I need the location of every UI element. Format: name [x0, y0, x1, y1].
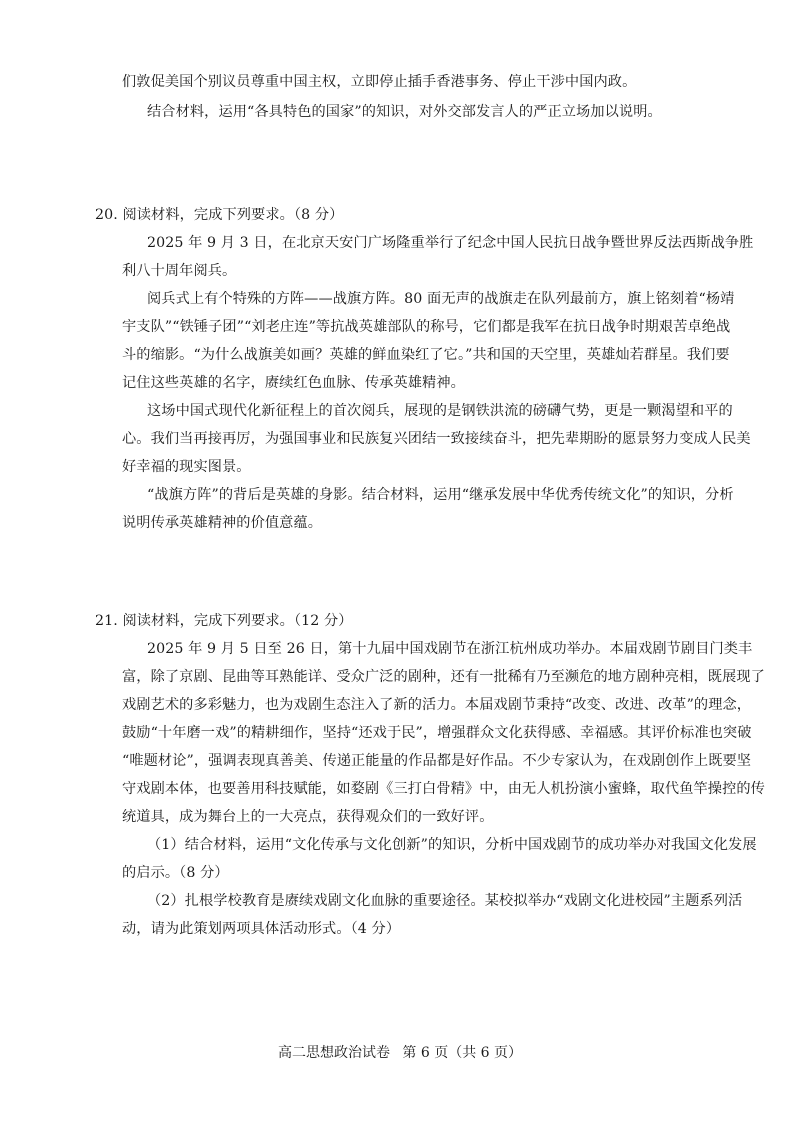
footer-page-number: 第 6 页（共 6 页）: [402, 1045, 523, 1061]
q20-question-line: 说明传承英雄精神的价值意蕴。: [122, 515, 323, 531]
footer-exam-title: 高二思想政治试卷: [277, 1045, 390, 1061]
q20-p2-line: 宇支队”“铁锤子团”“刘老庄连”等抗战英雄部队的称号，它们都是我军在抗日战争时期艰苦卓绝战: [122, 319, 731, 335]
q20-heading: 20. 阅读材料，完成下列要求。（8 分）: [95, 207, 344, 223]
q21-sub1-line: （1）结合材料，运用“文化传承与文化创新”的知识，分析中国戏剧节的成功举办对我国文化发展: [147, 837, 757, 853]
q21-heading: 21. 阅读材料，完成下列要求。（12 分）: [95, 613, 353, 629]
page-footer: [0, 1043, 800, 1063]
q21-p1-line: 2025 年 9 月 5 日至 26 日，第十九届中国戏剧节在浙江杭州成功举办。本届戏剧节剧目门类丰: [147, 641, 753, 657]
q20-p3-line: 好幸福的现实图景。: [122, 459, 251, 475]
q21-sub2-line: 动，请为此策划两项具体活动形式。（4 分）: [122, 921, 401, 937]
q20-p1-line: 利八十周年阅兵。: [122, 263, 237, 279]
q20-p2-line: 斗的缩影。“为什么战旗美如画？英雄的鲜血染红了它。”共和国的天空里，英雄灿若群星。我们要: [122, 347, 730, 363]
q20-question-line: “战旗方阵”的背后是英雄的身影。结合材料，运用“继承发展中华优秀传统文化”的知识，分析: [147, 487, 734, 503]
q21-p1-line: 鼓励“十年磨一戏”的精耕细作，坚持“还戏于民”，增强群众文化获得感、幸福感。其评价标准也突破: [122, 725, 752, 741]
q21-p1-line: 守戏剧本体，也要善用科技赋能，如婺剧《三打白骨精》中，由无人机扮演小蜜蜂，取代鱼竿操控的传: [122, 781, 765, 797]
q20-p2-line: 阅兵式上有个特殊的方阵——战旗方阵。80 面无声的战旗走在队列最前方，旗上铭刻着“杨靖: [147, 291, 735, 307]
q21-sub2-line: （2）扎根学校教育是赓续戏剧文化血脉的重要途径。某校拟举办“戏剧文化进校园”主题系列活: [147, 893, 743, 909]
q21-p1-line: 戏剧艺术的多彩魅力，也为戏剧生态注入了新的活力。本届戏剧节秉持“改变、改进、改革”的理念，: [122, 697, 752, 713]
q19-question-line: 结合材料，运用“各具特色的国家”的知识，对外交部发言人的严正立场加以说明。: [147, 104, 662, 120]
q21-p1-line: “唯题材论”，强调表现真善美、传递正能量的作品都是好作品。不少专家认为，在戏剧创作上既要坚: [122, 753, 752, 769]
q19-text-line: 们敦促美国个别议员尊重中国主权，立即停止插手香港事务、停止干涉中国内政。: [122, 74, 637, 90]
q20-p3-line: 心。我们当再接再厉，为强国事业和民族复兴团结一致接续奋斗，把先辈期盼的愿景努力变成人民美: [122, 431, 751, 447]
q21-p1-line: 统道具，成为舞台上的一大亮点，获得观众们的一致好评。: [122, 809, 494, 825]
q20-p1-line: 2025 年 9 月 3 日，在北京天安门广场隆重举行了纪念中国人民抗日战争暨世界反法西斯战争胜: [147, 235, 754, 251]
q21-p1-line: 富，除了京剧、昆曲等耳熟能详、受众广泛的剧种，还有一批稀有乃至濒危的地方剧种亮相，既展现了: [122, 669, 765, 685]
q21-sub1-line: 的启示。（8 分）: [122, 865, 229, 881]
q20-p3-line: 这场中国式现代化新征程上的首次阅兵，展现的是钢铁洪流的磅礴气势，更是一颗渴望和平的: [147, 403, 733, 419]
q20-p2-line: 记住这些英雄的名字，赓续红色血脉、传承英雄精神。: [122, 375, 465, 391]
